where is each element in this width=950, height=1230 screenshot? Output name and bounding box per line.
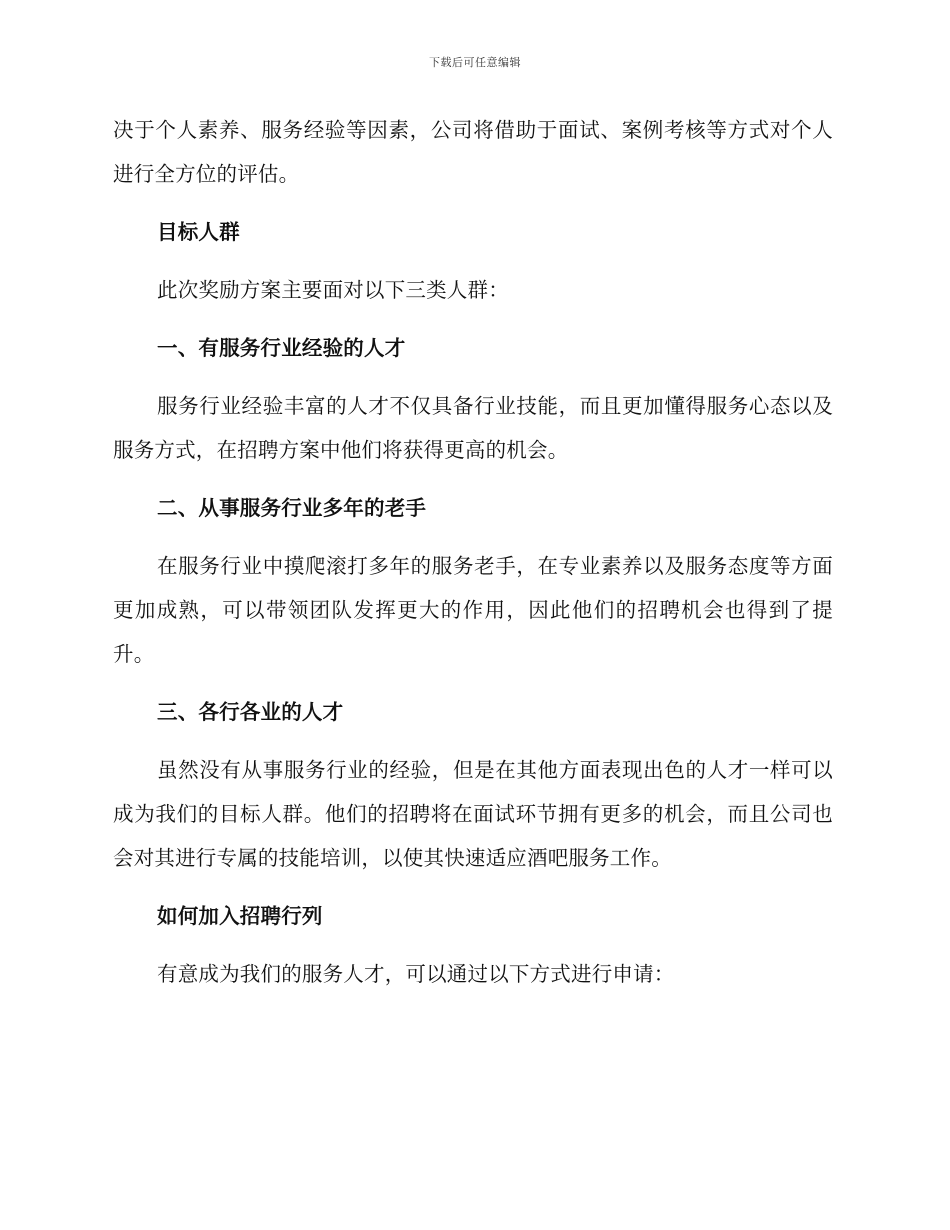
subheading-veterans: 二、从事服务行业多年的老手: [157, 496, 427, 520]
subheading-all-industries: 三、各行各业的人才: [157, 700, 344, 724]
document-body: [113, 108, 833, 996]
section-heading-target-group: 目标人群: [157, 220, 240, 244]
paragraph-veterans: 在服务行业中摸爬滚打多年的服务老手，在专业素养以及服务态度等方面更加成熟，可以带领团队发挥更大的作用，因此他们的招聘机会也得到了提升。: [113, 554, 833, 666]
page-header: 下载后可任意编辑: [429, 56, 521, 69]
paragraph-continuation: 决于个人素养、服务经验等因素，公司将借助于面试、案例考核等方式对个人进行全方位的评估。: [113, 118, 833, 186]
subheading-experienced-talent: 一、有服务行业经验的人才: [157, 336, 406, 360]
paragraph-experienced-talent: 服务行业经验丰富的人才不仅具备行业技能，而且更加懂得服务心态以及服务方式，在招聘方案中他们将获得更高的机会。: [113, 394, 833, 462]
paragraph-how-to-join: 有意成为我们的服务人才，可以通过以下方式进行申请：: [157, 962, 675, 986]
paragraph-all-industries: 虽然没有从事服务行业的经验，但是在其他方面表现出色的人才一样可以成为我们的目标人群。他们的招聘将在面试环节拥有更多的机会，而且公司也会对其进行专属的技能培训，以使其快速适应酒吧服务工作。: [113, 758, 833, 870]
paragraph-target-intro: 此次奖励方案主要面对以下三类人群：: [157, 278, 509, 302]
section-heading-how-to-join: 如何加入招聘行列: [157, 904, 323, 928]
